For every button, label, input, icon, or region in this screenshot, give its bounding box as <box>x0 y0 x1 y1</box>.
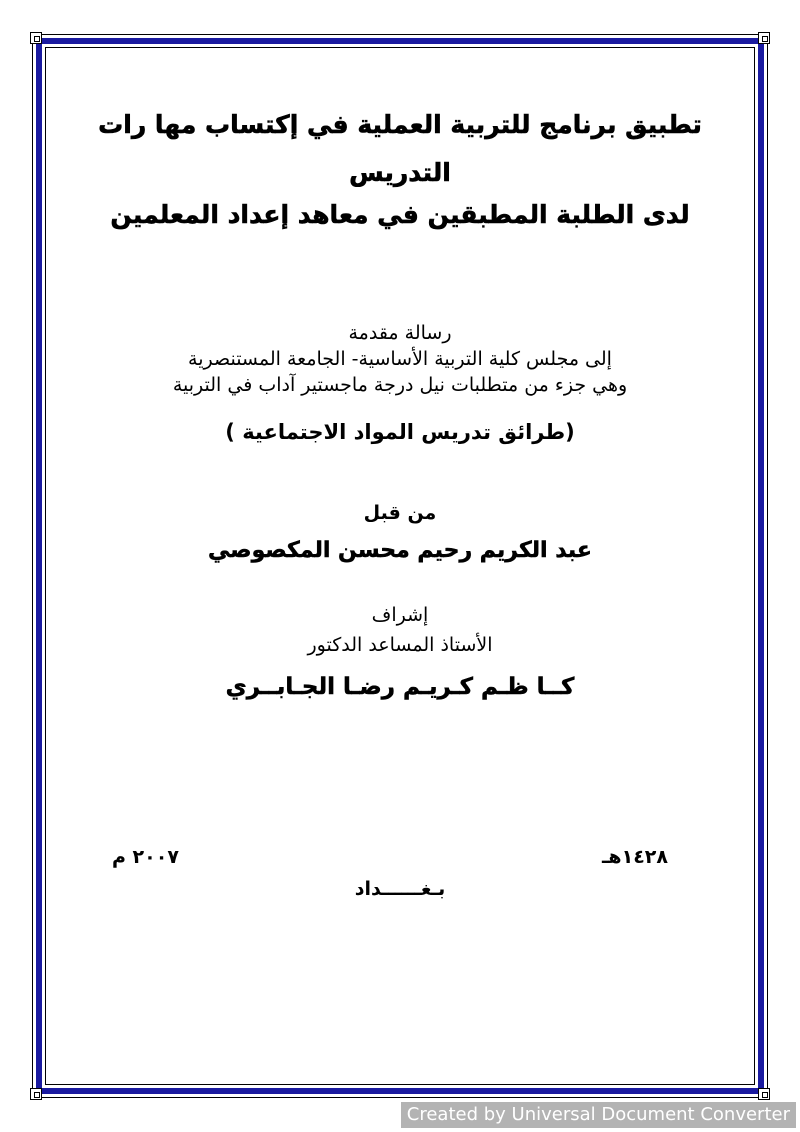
gregorian-year: ٢٠٠٧ م <box>112 846 179 868</box>
thesis-line-3: وهي جزء من متطلبات نيل درجة ماجستير آداب في التربية <box>172 374 628 396</box>
title-line-2: التدريس <box>349 158 451 187</box>
title-line-1: تطبيق برنامج للتربية العملية في إكتساب مها رات <box>98 110 702 139</box>
title-line-3: لدى الطلبة المطبقين في معاهد إعداد المعلمين <box>110 200 690 229</box>
thesis-specialization: (طرائق تدريس المواد الاجتماعية ) <box>225 420 575 444</box>
supervision-label: إشراف <box>371 604 429 626</box>
corner-ornament-bottom-left <box>30 1088 42 1100</box>
corner-ornament-top-left <box>30 32 42 44</box>
city-name: بـغــــــداد <box>354 878 446 900</box>
thesis-line-2: إلى مجلس كلية التربية الأساسية- الجامعة المستنصرية <box>188 348 612 370</box>
supervisor-title: الأستاذ المساعد الدكتور <box>307 634 493 656</box>
corner-ornament-top-right <box>758 32 770 44</box>
converter-watermark: Created by Universal Document Converter <box>401 1102 796 1128</box>
hijri-year: ١٤٢٨هـ <box>601 846 668 868</box>
thesis-line-1: رسالة مقدمة <box>348 322 452 344</box>
corner-ornament-bottom-right <box>758 1088 770 1100</box>
by-label: من قبل <box>363 502 437 524</box>
supervisor-name: كــا ظـم كـريـم رضـا الجـابــري <box>225 674 575 700</box>
author-name: عبد الكريم رحيم محسن المكصوصي <box>208 538 592 563</box>
